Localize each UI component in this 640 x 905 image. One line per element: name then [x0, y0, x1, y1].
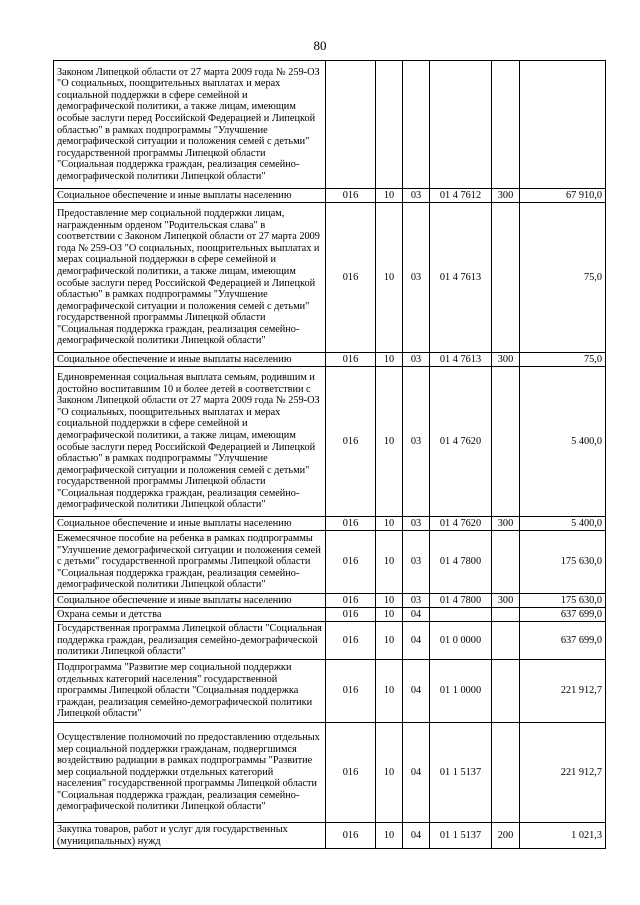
row-section: 10 — [376, 660, 403, 723]
table-row — [54, 594, 606, 608]
row-ministry: 016 — [326, 203, 376, 353]
row-ministry: 016 — [326, 622, 376, 660]
row-section: 10 — [376, 203, 403, 353]
table-row — [54, 531, 606, 594]
row-ministry: 016 — [326, 517, 376, 531]
row-subsection — [403, 61, 430, 189]
row-ministry — [326, 61, 376, 189]
row-amount: 1 021,3 — [520, 823, 606, 849]
row-name: Осуществление полномочий по предоставлению отдельных мер социальной поддержки гражданам, подвергшимся воздействию радиации в рамках подпрограммы "Развитие мер социальной поддержки отдельных категорий населения" государственной программы Липецкой области "Социальная поддержка граждан, реализация семейно-демографической политики Липецкой области" — [54, 723, 326, 823]
row-amount: 5 400,0 — [520, 367, 606, 517]
row-target: 01 1 5137 — [430, 723, 492, 823]
row-subsection: 03 — [403, 594, 430, 608]
row-subsection: 03 — [403, 367, 430, 517]
row-target — [430, 61, 492, 189]
row-name: Закупка товаров, работ и услуг для государственных (муниципальных) нужд — [54, 823, 326, 849]
table-row — [54, 203, 606, 353]
row-amount — [520, 61, 606, 189]
row-ministry: 016 — [326, 594, 376, 608]
row-section: 10 — [376, 823, 403, 849]
row-ministry: 016 — [326, 531, 376, 594]
row-target: 01 1 0000 — [430, 660, 492, 723]
row-ministry: 016 — [326, 608, 376, 622]
row-name: Единовременная социальная выплата семьям, родившим и достойно воспитавшим 10 и более детей в соответствии с Законом Липецкой области от 27 марта 2009 года № 259-ОЗ "О социальных, поощрительных выплатах и мерах социальной поддержки в сфере семейной и демографической политики, а также лицам, имеющим особые заслуги перед Российской Федерацией и Липецкой областью" в рамках подпрограммы "Улучшение демографической ситуации и положения семей с детьми" государственной программы Липецкой области "Социальная поддержка граждан, реализация семейно-демографической политики Липецкой области" — [54, 367, 326, 517]
row-target: 01 4 7620 — [430, 367, 492, 517]
row-subsection: 04 — [403, 608, 430, 622]
row-subsection: 03 — [403, 353, 430, 367]
table-row — [54, 660, 606, 723]
row-subsection: 03 — [403, 189, 430, 203]
row-amount: 637 699,0 — [520, 622, 606, 660]
row-amount: 175 630,0 — [520, 594, 606, 608]
row-section: 10 — [376, 622, 403, 660]
row-amount: 67 910,0 — [520, 189, 606, 203]
row-expense-type: 300 — [492, 353, 520, 367]
row-amount: 75,0 — [520, 353, 606, 367]
row-section: 10 — [376, 608, 403, 622]
row-amount: 5 400,0 — [520, 517, 606, 531]
budget-table — [53, 60, 606, 849]
row-amount: 175 630,0 — [520, 531, 606, 594]
row-subsection: 04 — [403, 660, 430, 723]
row-amount: 221 912,7 — [520, 660, 606, 723]
table-row — [54, 367, 606, 517]
row-expense-type — [492, 660, 520, 723]
row-name: Ежемесячное пособие на ребенка в рамках подпрограммы "Улучшение демографической ситуации и положения семей с детьми" государственной программы Липецкой области "Социальная поддержка граждан, реализация семейно-демографической политики Липецкой области" — [54, 531, 326, 594]
row-target: 01 4 7612 — [430, 189, 492, 203]
row-subsection: 04 — [403, 723, 430, 823]
row-name: Социальное обеспечение и иные выплаты населению — [54, 517, 326, 531]
row-target: 01 1 5137 — [430, 823, 492, 849]
table-row — [54, 61, 606, 189]
row-expense-type — [492, 531, 520, 594]
table-row — [54, 353, 606, 367]
row-expense-type — [492, 723, 520, 823]
row-expense-type — [492, 203, 520, 353]
table-row — [54, 189, 606, 203]
table-row — [54, 608, 606, 622]
row-section: 10 — [376, 353, 403, 367]
row-expense-type: 300 — [492, 594, 520, 608]
row-section: 10 — [376, 189, 403, 203]
row-subsection: 03 — [403, 203, 430, 353]
row-ministry: 016 — [326, 367, 376, 517]
row-subsection: 04 — [403, 622, 430, 660]
row-section: 10 — [376, 594, 403, 608]
row-target: 01 0 0000 — [430, 622, 492, 660]
row-ministry: 016 — [326, 723, 376, 823]
table-row — [54, 517, 606, 531]
row-target: 01 4 7800 — [430, 531, 492, 594]
row-expense-type — [492, 608, 520, 622]
row-target: 01 4 7613 — [430, 203, 492, 353]
row-name: Подпрограмма "Развитие мер социальной поддержки отдельных категорий населения" государственной программы Липецкой области "Социальная поддержка граждан, реализация семейно-демографической политики Липецкой области" — [54, 660, 326, 723]
row-ministry: 016 — [326, 660, 376, 723]
row-target: 01 4 7800 — [430, 594, 492, 608]
row-expense-type — [492, 61, 520, 189]
row-section: 10 — [376, 531, 403, 594]
table-row — [54, 622, 606, 660]
row-expense-type: 300 — [492, 189, 520, 203]
row-name: Социальное обеспечение и иные выплаты населению — [54, 189, 326, 203]
row-target — [430, 608, 492, 622]
row-expense-type: 200 — [492, 823, 520, 849]
row-subsection: 03 — [403, 531, 430, 594]
row-amount: 637 699,0 — [520, 608, 606, 622]
row-expense-type: 300 — [492, 517, 520, 531]
row-ministry: 016 — [326, 823, 376, 849]
row-target: 01 4 7620 — [430, 517, 492, 531]
row-target: 01 4 7613 — [430, 353, 492, 367]
row-section: 10 — [376, 723, 403, 823]
row-name: Охрана семьи и детства — [54, 608, 326, 622]
page-number: 80 — [313, 38, 327, 53]
row-amount: 221 912,7 — [520, 723, 606, 823]
row-expense-type — [492, 622, 520, 660]
row-amount: 75,0 — [520, 203, 606, 353]
row-section — [376, 61, 403, 189]
row-ministry: 016 — [326, 353, 376, 367]
row-name: Предоставление мер социальной поддержки лицам, награжденным орденом "Родительская слава" в соответствии с Законом Липецкой области от 27 марта 2009 года № 259-ОЗ "О социальных, поощрительных выплатах и мерах социальной поддержки в сфере семейной и демографической политики, а также лицам, имеющим особые заслуги перед Российской Федерацией и Липецкой областью" в рамках подпрограммы "Улучшение демографической ситуации и положения семей с детьми" государственной программы Липецкой области "Социальная поддержка граждан, реализация семейно-демографической политики Липецкой области" — [54, 203, 326, 353]
row-subsection: 03 — [403, 517, 430, 531]
row-name: Законом Липецкой области от 27 марта 2009 года № 259-ОЗ "О социальных, поощрительных выплатах и мерах социальной поддержки в сфере семейной и демографической политики, а также лицам, имеющим особые заслуги перед Российской Федерацией и Липецкой областью" в рамках подпрограммы "Улучшение демографической ситуации и положения семей с детьми" государственной программы Липецкой области "Социальная поддержка граждан, реализация семейно-демографической политики Липецкой области" — [54, 61, 326, 189]
row-subsection: 04 — [403, 823, 430, 849]
table-row — [54, 723, 606, 823]
row-section: 10 — [376, 367, 403, 517]
row-name: Государственная программа Липецкой области "Социальная поддержка граждан, реализация семейно-демографической политики Липецкой области" — [54, 622, 326, 660]
row-name: Социальное обеспечение и иные выплаты населению — [54, 594, 326, 608]
row-ministry: 016 — [326, 189, 376, 203]
row-section: 10 — [376, 517, 403, 531]
row-name: Социальное обеспечение и иные выплаты населению — [54, 353, 326, 367]
table-row — [54, 823, 606, 849]
row-expense-type — [492, 367, 520, 517]
